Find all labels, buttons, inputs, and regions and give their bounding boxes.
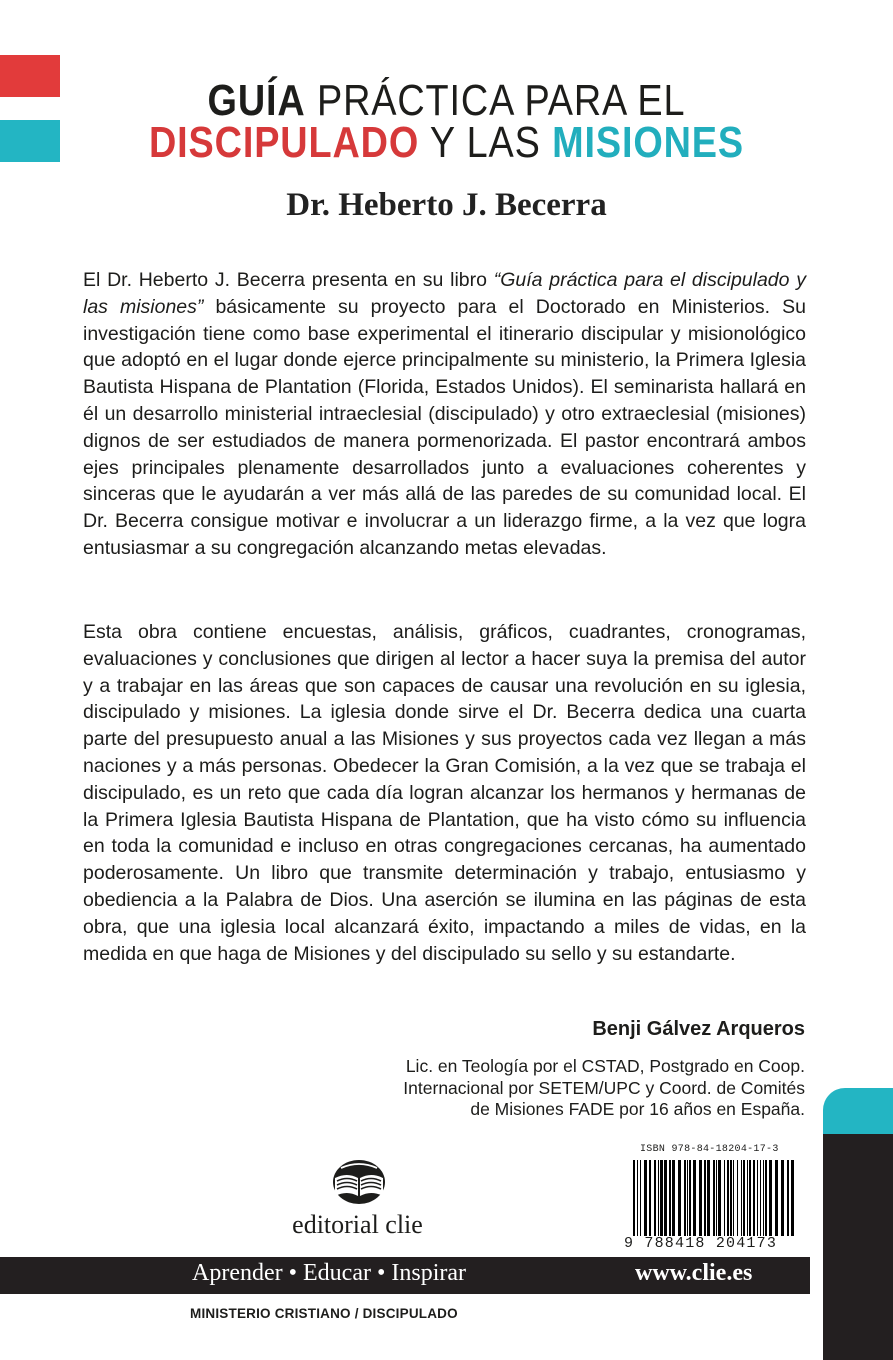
category-label: MINISTERIO CRISTIANO / DISCIPULADO xyxy=(190,1306,458,1321)
publisher-website: www.clie.es xyxy=(635,1260,753,1286)
title-line-1-rest: PRÁCTICA PARA EL xyxy=(305,76,686,125)
open-book-globe-icon xyxy=(331,1158,387,1208)
barcode-digits: 9 788418 204173 xyxy=(624,1235,778,1252)
isbn-label: ISBN 978-84-18204-17-3 xyxy=(640,1144,779,1155)
barcode-bar xyxy=(724,1160,725,1236)
side-dark-tab xyxy=(823,1134,893,1360)
barcode-bar xyxy=(760,1160,761,1236)
publisher-tagline: Aprender • Educar • Inspirar xyxy=(192,1260,467,1286)
barcode-bar xyxy=(769,1160,772,1236)
signature-credentials xyxy=(345,1056,805,1121)
barcode-bar xyxy=(741,1160,742,1236)
barcode-bar xyxy=(743,1160,745,1236)
title-teal-word: MISIONES xyxy=(552,118,745,167)
barcode-bar xyxy=(791,1160,794,1236)
barcode-bar xyxy=(749,1160,751,1236)
author-name: Dr. Heberto J. Becerra xyxy=(286,187,607,223)
publisher-name: editorial clie xyxy=(292,1210,423,1239)
credentials-line-2: Internacional por SETEM/UPC y Coord. de Comités xyxy=(403,1077,805,1098)
barcode-bar xyxy=(716,1160,717,1236)
barcode-bar xyxy=(775,1160,778,1236)
red-accent-bar xyxy=(0,55,60,97)
p1-rest: básicamente su proyecto para el Doctorado en Ministerios. Su investigación tiene como base experimental el itinerario discipular y misionológico que adoptó en el lugar donde ejerce principalmente su ministerio, la Primera Iglesia Bautista Hispana de Plantation (Florida, Estados Unidos). El seminarista hallará en él un desarrollo ministerial intraeclesial (discipulado) y otro extraeclesial (misiones) dignos de ser estudiados de manera pormenorizada. El pastor encontrará ambos ejes principales plenamente desarrollados junto a evaluaciones coherentes y sinceras que le ayudarán a ver más allá de las paredes de su comunidad local. El Dr. Becerra consigue motivar e involucrar a un liderazgo firme, a la vez que logra entusiasmar a su congregación alcanzando metas elevadas. xyxy=(83,295,806,559)
p1-book-title: “Guía práctica para el discipulado y las misiones” xyxy=(83,269,806,318)
barcode-bar xyxy=(733,1160,734,1236)
barcode-bar xyxy=(747,1160,748,1236)
side-teal-tab xyxy=(823,1088,893,1134)
barcode-bar xyxy=(718,1160,721,1236)
barcode-bar xyxy=(781,1160,784,1236)
body-paragraph-2: Esta obra contiene encuestas, análisis, gráficos, cuadrantes, cronogramas, evaluaciones y conclusiones que dirigen al lector a hacer suya la premisa del autor y a trabajar en las áreas que son capaces de causar una revolución en su iglesia, discipulado y misiones. La iglesia donde sirve el Dr. Becerra dedica una cuarta parte del presupuesto anual a las Misiones y sus proyectos cada vez llegan a más naciones y a más personas. Obedecer la Gran Comisión, a la vez que se trabaja el discipulado, es un reto que cada día logran alcanzar los hermanos y hermanas de la Primera Iglesia Bautista Hispana de Plantation, que ha visto cómo su influencia en toda la comunidad e incluso en otras congregaciones cercanas, ha aumentado poderosamente. Un libro que transmite determinación y trabajo, entusiasmo y obediencia a la Palabra de Dios. Una aserción se ilumina en las páginas de esta obra, que una iglesia local alcanzará éxito, impactando a miles de vidas, en la medida en que haga de Misiones y del discipulado su sello y su estandarte. xyxy=(83,621,806,965)
body-paragraph-1 xyxy=(83,267,806,562)
barcode-bar xyxy=(787,1160,789,1236)
p1-intro: El Dr. Heberto J. Becerra presenta en su libro xyxy=(83,269,494,291)
barcode-bar xyxy=(763,1160,764,1236)
credentials-line-1: Lic. en Teología por el CSTAD, Postgrado en Coop. xyxy=(405,1056,805,1076)
barcode-bar xyxy=(730,1160,732,1236)
barcode-bar xyxy=(737,1160,738,1236)
barcode-bar xyxy=(727,1160,729,1236)
teal-accent-bar xyxy=(0,120,60,162)
barcode-bar xyxy=(765,1160,767,1236)
title-red-word: DISCIPULADO xyxy=(148,118,420,167)
barcode-bar xyxy=(753,1160,755,1236)
barcode-bar xyxy=(757,1160,758,1236)
signature-name: Benji Gálvez Arqueros xyxy=(592,1018,805,1040)
title-middle-words: Y LAS xyxy=(419,118,553,167)
title-line-2 xyxy=(63,119,831,167)
title-bold-word: GUÍA xyxy=(207,76,306,125)
credentials-line-3: de Misiones FADE por 16 años en España. xyxy=(470,1099,805,1119)
